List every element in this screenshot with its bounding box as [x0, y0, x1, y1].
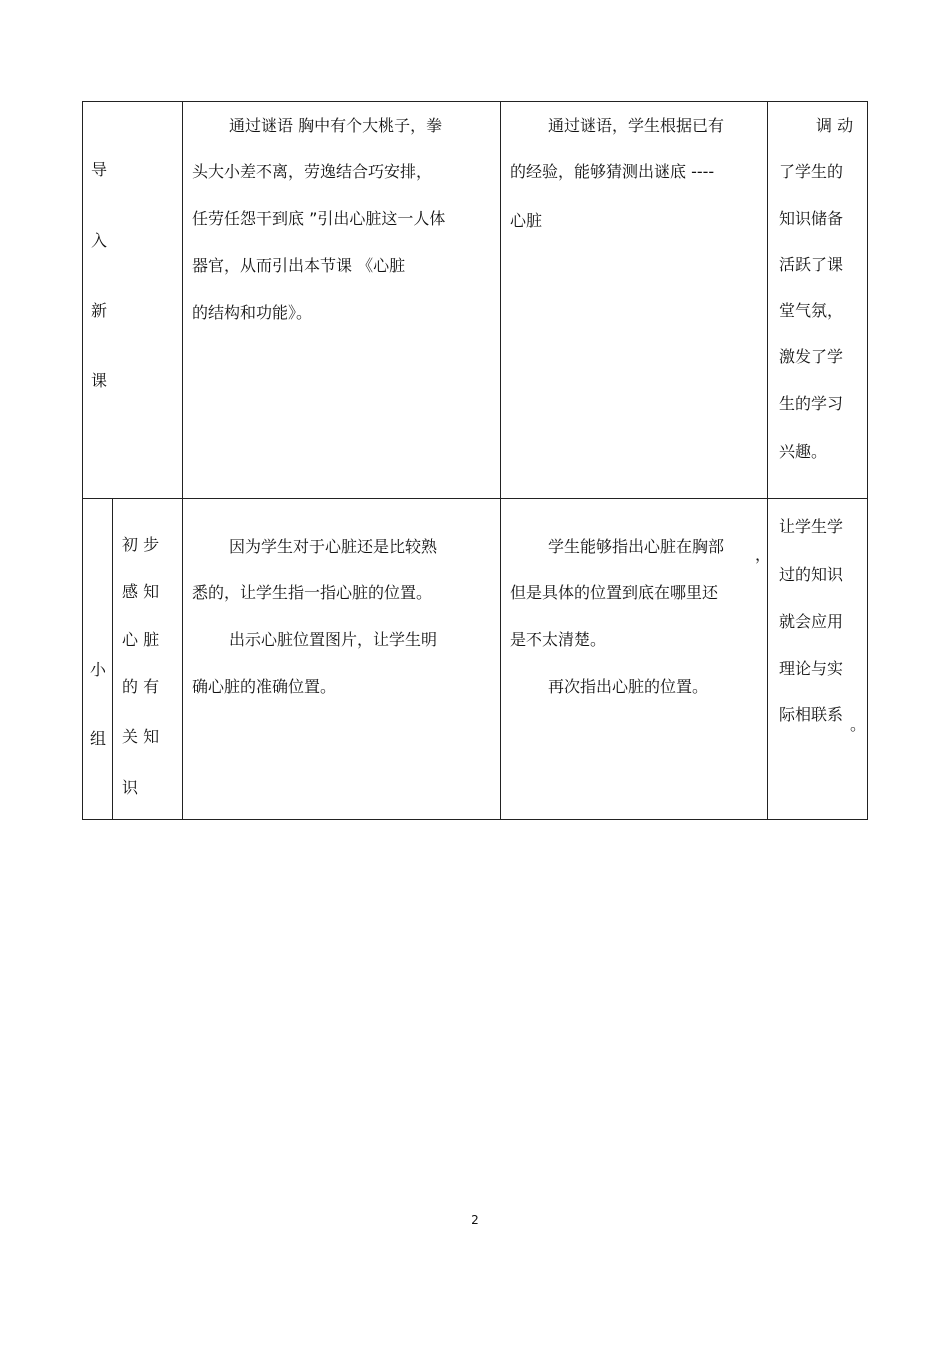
- table-border-right: [867, 101, 868, 820]
- stage-char: 导: [91, 160, 108, 179]
- intent-line: 际相联系: [779, 705, 844, 724]
- sub-stage-line: 关 知: [122, 727, 160, 746]
- stage-char: 小: [90, 660, 107, 679]
- teacher-activity-line: 头大小差不离，劳逸结合巧安排，: [192, 162, 433, 181]
- student-activity-line: 通过谜语，学生根据已有: [548, 116, 725, 135]
- teacher-activity-line: 的结构和功能》。: [192, 303, 313, 322]
- intent-line: 堂气氛，: [779, 301, 844, 320]
- student-activity-line: 的经验，能够猜测出谜底 ----: [510, 162, 715, 181]
- sub-stage-line: 感 知: [122, 582, 160, 601]
- intent-line: 就会应用: [779, 612, 844, 631]
- teacher-activity-line: 器官，从而引出本节课 《心脏: [192, 256, 406, 275]
- intent-line: 过的知识: [779, 565, 844, 584]
- student-activity-comma: ，: [755, 545, 772, 564]
- intent-line: 兴趣。: [779, 442, 828, 461]
- intent-period: 。: [850, 715, 867, 734]
- table-border-bottom: [82, 819, 868, 820]
- stage-char: 组: [90, 729, 107, 748]
- page-number: 2: [471, 1213, 479, 1227]
- teacher-activity-line: 确心脏的准确位置。: [192, 677, 337, 696]
- teacher-activity-line: 出示心脏位置图片，让学生明: [229, 630, 438, 649]
- student-activity-line: 学生能够指出心脏在胸部: [548, 537, 725, 556]
- student-activity-line: 再次指出心脏的位置。: [548, 677, 709, 696]
- intent-line: 调 动: [816, 116, 854, 135]
- student-activity-line: 但是具体的位置到底在哪里还: [510, 583, 719, 602]
- column-divider-3: [767, 101, 768, 820]
- intent-line: 生的学习: [779, 394, 844, 413]
- intent-line: 知识储备: [779, 209, 844, 228]
- intent-line: 活跃了课: [779, 255, 844, 274]
- stage-char: 新: [91, 301, 108, 320]
- column-divider-2: [500, 101, 501, 820]
- lesson-plan-table: [82, 101, 868, 820]
- sub-stage-line: 识: [122, 778, 139, 797]
- intent-line: 理论与实: [779, 659, 844, 678]
- column-divider-1: [182, 101, 183, 820]
- student-activity-line: 是不太清楚。: [510, 630, 607, 649]
- row-divider: [82, 498, 868, 499]
- table-border-left: [82, 101, 83, 820]
- student-activity-line: 心脏: [510, 211, 543, 230]
- stage-char: 课: [91, 371, 108, 390]
- intent-line: 让学生学: [779, 517, 844, 536]
- teacher-activity-line: 悉的，让学生指一指心脏的位置。: [192, 583, 433, 602]
- intent-line: 了学生的: [779, 162, 844, 181]
- table-border-top: [82, 101, 868, 102]
- teacher-activity-line: 通过谜语 胸中有个大桃子，拳: [229, 116, 443, 135]
- intent-line: 激发了学: [779, 347, 844, 366]
- stage-subcolumn-divider: [112, 498, 113, 820]
- sub-stage-line: 的 有: [122, 677, 160, 696]
- teacher-activity-line: 因为学生对于心脏还是比较熟: [229, 537, 438, 556]
- stage-char: 入: [91, 231, 108, 250]
- teacher-activity-line: 任劳任怨干到底 ”引出心脏这一人体: [192, 209, 446, 228]
- sub-stage-line: 初 步: [122, 535, 160, 554]
- sub-stage-line: 心 脏: [122, 630, 160, 649]
